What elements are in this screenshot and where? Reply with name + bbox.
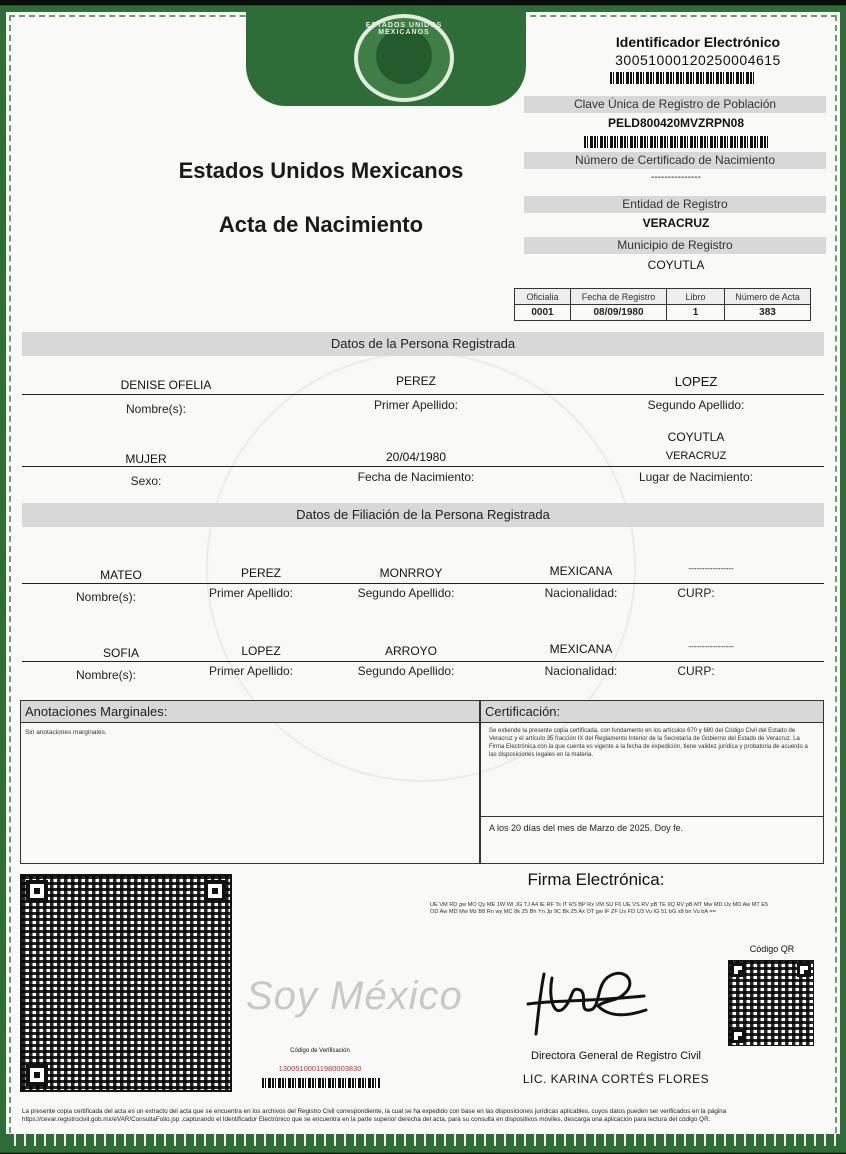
verification-qr-code — [20, 874, 232, 1092]
anotaciones-box — [20, 700, 480, 864]
curp-barcode — [584, 136, 768, 148]
persona-primer-apellido: PEREZ — [395, 374, 436, 388]
divider — [22, 466, 824, 467]
curp-label: Clave Única de Registro de Población — [524, 96, 826, 113]
padre-primer-apellido: PEREZ — [240, 566, 281, 580]
padre-curp-label: CURP: — [677, 586, 715, 600]
libro-header: Libro — [667, 289, 725, 305]
qr-corner — [26, 1064, 48, 1086]
verification-code: 13005100011980003830 — [278, 1064, 362, 1073]
persona-sexo: MUJER — [125, 452, 167, 466]
identificador-barcode — [610, 72, 756, 84]
document-title: Acta de Nacimiento — [218, 212, 424, 237]
birth-certificate-sheet — [0, 6, 846, 1152]
director-name: LIC. KARINA CORTÉS FLORES — [522, 1072, 710, 1086]
eagle-emblem-icon — [376, 28, 432, 84]
oficialia-value: 0001 — [515, 305, 571, 321]
lugar-estado: VERACRUZ — [665, 450, 727, 462]
divider — [22, 583, 824, 584]
entidad-label: Entidad de Registro — [524, 196, 826, 213]
entidad-value: VERACRUZ — [642, 216, 710, 230]
nombre-label: Nombre(s): — [125, 402, 186, 416]
certificacion-title: Certificación: — [481, 701, 823, 723]
seal-text: ESTADOS UNIDOS MEXICANOS — [365, 22, 443, 36]
madre-nombre: SOFIA — [102, 646, 139, 660]
identificador-value: 30051000120250004615 — [615, 52, 781, 68]
persona-fecha-nacimiento: 20/04/1980 — [385, 450, 447, 464]
country-title: Estados Unidos Mexicanos — [178, 158, 464, 183]
divider — [22, 394, 824, 395]
anotaciones-title: Anotaciones Marginales: — [21, 701, 479, 723]
padre-segundo-apellido-label: Segundo Apellido: — [357, 586, 455, 600]
filiacion-section-title: Datos de Filiación de la Persona Registrada — [22, 503, 824, 527]
lugar-nacimiento-label: Lugar de Nacimiento: — [638, 470, 754, 484]
libro-value: 1 — [667, 305, 725, 321]
persona-segundo-apellido: LOPEZ — [674, 374, 718, 389]
municipio-label: Municipio de Registro — [524, 237, 826, 254]
madre-primer-apellido-label: Primer Apellido: — [208, 664, 294, 678]
madre-curp: ----------------- — [688, 642, 734, 651]
soy-mexico-slogan: Soy México — [246, 974, 463, 1018]
padre-nacionalidad: MEXICANA — [549, 564, 613, 578]
persona-nombre: DENISE OFELIA — [120, 378, 212, 392]
decorative-border — [6, 1134, 840, 1146]
qr-corner — [731, 1029, 745, 1043]
numero-acta-header: Número de Acta — [725, 289, 811, 305]
oficialia-header: Oficialia — [515, 289, 571, 305]
padre-curp: ----------------- — [688, 564, 734, 573]
certificado-value: --------------- — [651, 172, 701, 183]
certificado-label: Número de Certificado de Nacimiento — [524, 152, 826, 169]
qr-corner — [26, 880, 48, 902]
fecha-registro-value: 08/09/1980 — [571, 305, 667, 321]
anotaciones-text: Sin anotaciones marginales. — [25, 729, 107, 736]
firma-hash: UE VM RD gw MO Qy ME 1W WI JG TJ A4 IE RF Ts IT RS BP Rx VM SU F6 UE VS RV pB TE 9Q RV pB MT Mw MD Ux MD Aw MT E5 OD Aw MD Mw Mz B8 Rn wy MC 8k Z5 Bh Yn Jp 9C Bk Z5 Ax OT gw IF ZF Us FD U3 Vu IG 51 bG x8 bn Vu bA == — [430, 902, 769, 915]
segundo-apellido-label: Segundo Apellido: — [647, 398, 745, 412]
sexo-label: Sexo: — [130, 474, 162, 488]
registro-table — [514, 288, 811, 321]
primer-apellido-label: Primer Apellido: — [373, 398, 459, 412]
municipio-value: COYUTLA — [647, 258, 705, 272]
numero-acta-value: 383 — [725, 305, 811, 321]
madre-nacionalidad: MEXICANA — [549, 642, 613, 656]
qr-corner — [204, 880, 226, 902]
verification-barcode — [262, 1078, 380, 1088]
padre-nombre-label: Nombre(s): — [75, 590, 136, 604]
verification-code-label: Código de Verificación — [290, 1048, 350, 1054]
qr-corner — [797, 963, 811, 977]
madre-nacionalidad-label: Nacionalidad: — [544, 664, 618, 678]
curp-value: PELD800420MVZRPN08 — [607, 116, 745, 130]
madre-segundo-apellido-label: Segundo Apellido: — [357, 664, 455, 678]
padre-primer-apellido-label: Primer Apellido: — [208, 586, 294, 600]
madre-curp-label: CURP: — [677, 664, 715, 678]
fecha-registro-header: Fecha de Registro — [571, 289, 667, 305]
madre-segundo-apellido: ARROYO — [384, 644, 437, 658]
certificacion-text: Se extiende la presente copia certificada, con fundamento en los artículos 670 y 680 del Código Civil del Estado de Veracruz y el artículo 35 fracción IX del Reglamento Interior de la Secretaría de Gobierno del Estado de Veracruz. La Firma Electrónica con la que cuenta es vigente a la fecha de expedición, tiene validez jurídica y probatoria de acuerdo a las disposiciones legales en la materia. — [481, 723, 823, 817]
qr-corner — [731, 963, 745, 977]
divider — [22, 661, 824, 662]
firma-title: Firma Electrónica: — [527, 870, 665, 889]
signature-icon — [524, 960, 654, 1040]
certificacion-fecha: A los 20 días del mes de Marzo de 2025. Doy fe. — [489, 823, 684, 833]
fecha-nacimiento-label: Fecha de Nacimiento: — [357, 470, 475, 484]
footer-legal-text: La presente copia certificada del acta es un extracto del acta que se encuentra en los archivos del Registro Civil correspondiente, la cual se ha expedido con base en las disposiciones jurídicas aplicables, cuyos datos pueden ser verificados en la página https://cevar.registrocivil.gob.mx/eVAR/ConsultaFolio.jsp ,capturando el Identificador Electrónico que se encuentra en la parte superior derecha del acta, para su consulta en dispositivos móviles, descarga una aplicación para lectura del código QR. — [22, 1108, 727, 1123]
padre-nacionalidad-label: Nacionalidad: — [544, 586, 618, 600]
persona-section-title: Datos de la Persona Registrada — [22, 332, 824, 356]
madre-primer-apellido: LOPEZ — [241, 644, 281, 658]
madre-nombre-label: Nombre(s): — [75, 668, 136, 682]
certificacion-box — [480, 700, 824, 864]
qr-label: Código QR — [749, 944, 795, 954]
identificador-label: Identificador Electrónico — [615, 34, 781, 50]
small-qr-code — [728, 960, 814, 1046]
director-title: Directora General de Registro Civil — [531, 1050, 701, 1062]
padre-segundo-apellido: MONRROY — [379, 566, 443, 580]
padre-nombre: MATEO — [100, 568, 142, 582]
lugar-municipio: COYUTLA — [667, 430, 725, 444]
